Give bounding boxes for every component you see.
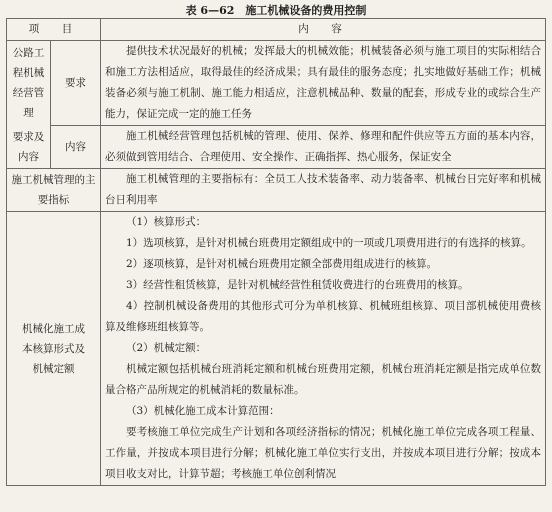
- accounting-label: 机械化施工成本核算形式及机械定额: [7, 212, 101, 486]
- content-label: 内容: [51, 126, 101, 169]
- accounting-text: [101, 212, 546, 486]
- indicators-label: 施工机械管理的主要指标: [7, 169, 101, 212]
- content-text: 施工机械经营管理包括机械的管理、使用、保养、修理和配件供应等五方面的基本内容，必须做到管用结合、合理使用、安全操作、正确指挥、热心服务，保证安全: [101, 126, 546, 169]
- indicators-text: 施工机械管理的主要指标有：全员工人技术装备率、动力装备率、机械台日完好率和机械台日利用率: [101, 169, 546, 212]
- row-content: [7, 126, 546, 169]
- accounting-line: 3）经营性租赁核算，是针对机械经营性租赁收费进行的台班费用的核算。: [126, 279, 469, 291]
- group-label-bottom: 要求及内容: [7, 126, 51, 169]
- accounting-line: 2）逐项核算，是针对机械台班费用定额全部费用组成进行的核算。: [126, 258, 438, 270]
- accounting-line: 机械定额包括机械台班消耗定额和机械台班费用定额，机械台班消耗定额是指完成单位数量合格产品所规定的机械消耗的数量标准。: [105, 363, 541, 396]
- accounting-line: 1）选项核算，是针对机械台班费用定额组成中的一项或几项费用进行的有选择的核算。: [126, 237, 532, 249]
- accounting-line: （1）核算形式：: [126, 216, 207, 228]
- row-accounting: [7, 212, 546, 486]
- row-indicators: [7, 169, 546, 212]
- table-header-row: [7, 19, 546, 41]
- group-label-top: 公路工程机械经营管理: [7, 41, 51, 126]
- header-item: 项 目: [7, 19, 101, 41]
- accounting-line: （3）机械化施工成本计算范围：: [126, 405, 280, 417]
- accounting-line: 要考核施工单位完成生产计划和各项经济指标的情况；机械化施工单位完成各项工程量、工作量，并按成本项目进行分解；机械化施工单位实行支出，并按成本项目进行分解；按成本项目收支对比，计算节超；考核施工单位创利情况: [105, 426, 541, 480]
- accounting-line: （2）机械定额：: [126, 342, 207, 354]
- header-content: 内 容: [101, 19, 546, 41]
- requirements-text: 提供技术状况最好的机械；发挥最大的机械效能；机械装备必须与施工项目的实际相结合和施工方法相适应，取得最佳的经济成果；具有最佳的服务态度；扎实地做好基础工作；机械装备必须与施工机制、施工能力相适应，注意机械品种、数量的配套，形成专业的或综合生产能力，保证完成一定的施工任务: [101, 41, 546, 126]
- accounting-line: 4）控制机械设备费用的其他形式可分为单机核算、机械班组核算、项目部机械使用费核算及维修班组核算等。: [105, 300, 541, 333]
- cost-control-table: [6, 18, 546, 486]
- requirements-label: 要求: [51, 41, 101, 126]
- table-caption: 表 6—62 施工机械设备的费用控制: [185, 4, 367, 17]
- row-requirements: [7, 41, 546, 126]
